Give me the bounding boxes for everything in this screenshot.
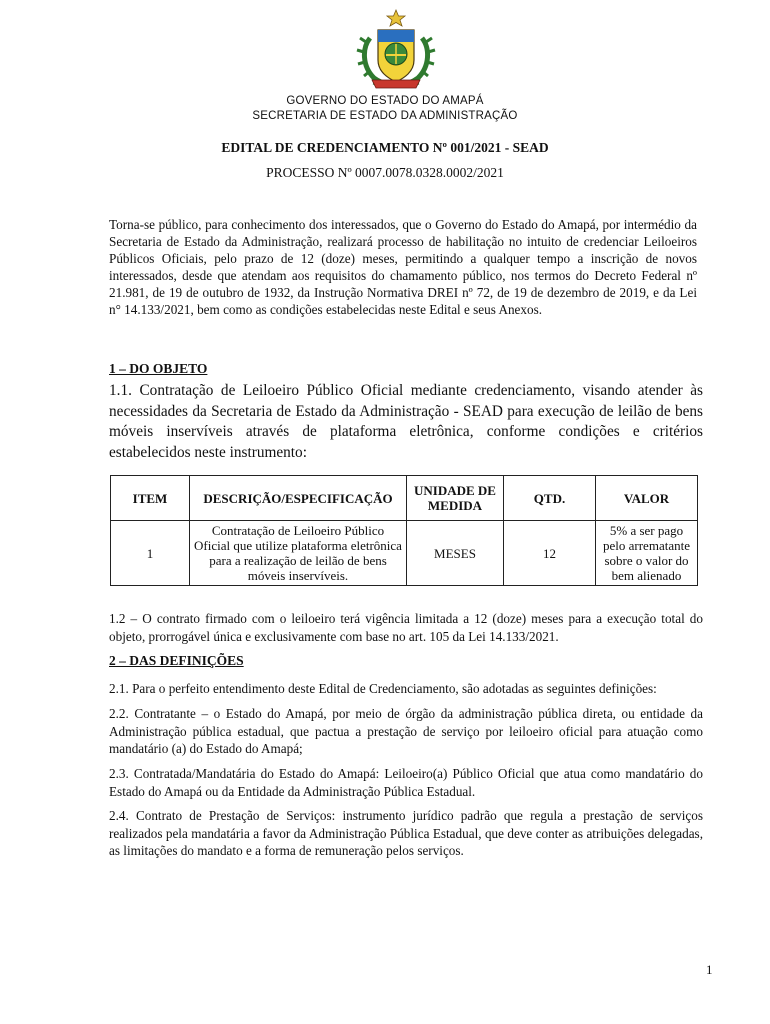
department-name: SECRETARIA DE ESTADO DA ADMINISTRAÇÃO xyxy=(252,110,518,122)
intro-paragraph: Torna-se público, para conhecimento dos interessados, que o Governo do Estado do Amapá, por intermédio da Secretaria de Estado da Administração, realizará processo de habilitação no intuito de credenciar Leiloeiros Públicos Oficiais, pelo prazo de 12 (doze) meses, permitindo a qualquer tempo a inscrição de novos interessados, desde que atendam aos requisitos do chamamento público, nos termos do Decreto Federal nº 21.981, de 19 de outubro de 1932, da Instrução Normativa DREI nº 72, de 19 de dezembro de 2019, e da Lei n° 14.133/2021, bem como as condições estabelecidas neste Edital e seus Anexos. xyxy=(109,217,697,317)
table-header-item: ITEM xyxy=(111,476,190,521)
section-1-heading: 1 – DO OBJETO xyxy=(109,361,208,376)
table-cell-unit: MESES xyxy=(407,521,504,586)
paragraph-2-2: 2.2. Contratante – o Estado do Amapá, por meio de órgão da administração pública direta, ou entidade da Administração pública estadual, que pactua a prestação de serviço por leiloeiro oficial para atuação como mandatário (a) do Estado do Amapá; xyxy=(109,706,703,756)
items-table xyxy=(110,475,698,586)
table-cell-quantity: 12 xyxy=(504,521,596,586)
process-number: PROCESSO Nº 0007.0078.0328.0002/2021 xyxy=(266,165,504,180)
paragraph-2-1: 2.1. Para o perfeito entendimento deste Edital de Credenciamento, são adotadas as seguintes definições: xyxy=(109,681,657,696)
table-header-row xyxy=(111,476,698,521)
page-number: 1 xyxy=(706,962,713,977)
section-2-heading: 2 – DAS DEFINIÇÕES xyxy=(109,653,244,668)
table-header-quantity: QTD. xyxy=(504,476,596,521)
table-row xyxy=(111,521,698,586)
coat-of-arms-seal xyxy=(356,8,436,90)
paragraph-1-2: 1.2 – O contrato firmado com o leiloeiro terá vigência limitada a 12 (doze) meses para a execução total do objeto, prorrogável única e exclusivamente com base no art. 105 da Lei 14.133/2021. xyxy=(109,611,703,644)
table-header-description: DESCRIÇÃO/ESPECIFICAÇÃO xyxy=(190,476,407,521)
paragraph-2-3: 2.3. Contratada/Mandatária do Estado do Amapá: Leiloeiro(a) Público Oficial que atua como mandatário do Estado do Amapá ou da Entidade da Administração Pública Estadual. xyxy=(109,766,703,799)
paragraph-2-4: 2.4. Contrato de Prestação de Serviços: instrumento jurídico padrão que regula a prestação de serviços realizados pela mandatária a favor da Administração Pública Estadual, que deve conter as atribuições delegadas, as limitações do mandato e a forma de remuneração pelos serviços. xyxy=(109,808,703,858)
table-header-unit: UNIDADE DE MEDIDA xyxy=(407,476,504,521)
table-cell-description: Contratação de Leiloeiro Público Oficial que utilize plataforma eletrônica para a realização de leilão de bens móveis inservíveis. xyxy=(190,521,407,586)
government-name: GOVERNO DO ESTADO DO AMAPÁ xyxy=(286,95,484,107)
paragraph-1-1: 1.1. Contratação de Leiloeiro Público Oficial mediante credenciamento, visando atender às necessidades da Secretaria de Estado da Administração - SEAD para execução de leilão de bens móveis inservíveis através de plataforma eletrônica, conforme condições e critérios estabelecidos neste instrumento: xyxy=(109,382,703,461)
table-cell-value: 5% a ser pago pelo arrematante sobre o valor do bem alienado xyxy=(596,521,698,586)
table-header-value: VALOR xyxy=(596,476,698,521)
table-cell-item: 1 xyxy=(111,521,190,586)
document-title: EDITAL DE CREDENCIAMENTO Nº 001/2021 - SEAD xyxy=(221,140,549,155)
